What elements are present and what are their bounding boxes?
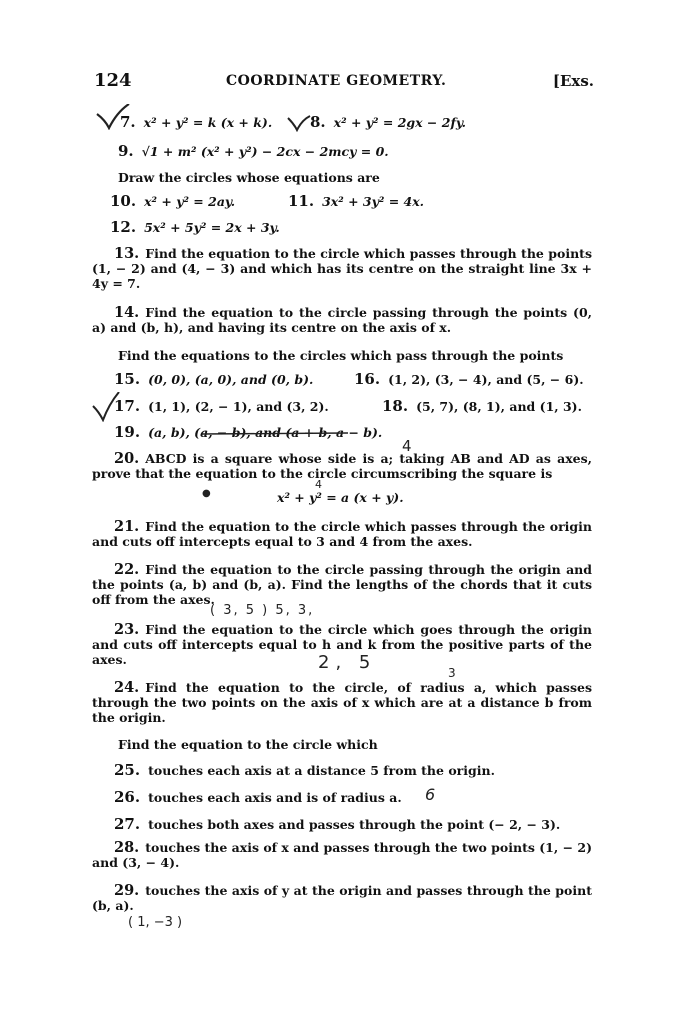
exercise-23: 23. Find the equation to the circle which goes through the origin and cuts off intercepts equal to h and k from the positive parts of the axes.: [92, 621, 592, 667]
exercise-29: 29. touches the axis of y at the origin and passes through the point (b, a).: [92, 882, 592, 913]
handwritten-note-29: ( 1, −3 ): [128, 915, 183, 930]
exercise-20: 20. ABCD is a square whose side is a; taking AB and AD as axes, prove that the equation to the circle circumscribing the square is: [92, 450, 592, 481]
exercise-26: 26. touches each axis and is of radius a.: [114, 788, 402, 806]
intro-pass-through: Find the equations to the circles which pass through the points: [118, 348, 564, 363]
exercise-19: 19. (a, b), (a, − b), and (a + b, a − b).: [114, 423, 383, 441]
handwritten-note-24: 3: [448, 666, 456, 680]
handwritten-note-20b: 4: [315, 478, 322, 491]
handwritten-note-26: 6: [425, 785, 436, 804]
handwritten-note-20: 4: [402, 437, 412, 455]
handwritten-note-23-bottom: 2, 5: [318, 652, 377, 673]
bullet-dot-icon: ●: [202, 488, 211, 499]
exercise-12: 12. 5x² + 5y² = 2x + 3y.: [110, 218, 280, 236]
exercise-21: 21. Find the equation to the circle which passes through the origin and cuts off intercepts equal to 3 and 4 from the axes.: [92, 518, 592, 549]
exercise-28: 28. touches the axis of x and passes through the two points (1, − 2) and (3, − 4).: [92, 839, 593, 870]
handwritten-note-23-top: ( 3, 5 ) 5, 3,: [210, 603, 315, 618]
page-number: 124: [94, 70, 132, 91]
exercise-13: 13. Find the equation to the circle which passes through the points (1, − 2) and (4, − 3) and which has its centre on the straight line 3x + 4y = 7.: [92, 245, 592, 291]
exercise-24: 24. Find the equation to the circle, of radius a, which passes through the two points on the axis of x which are at a distance b from the origin.: [92, 679, 592, 725]
intro-draw-circles: Draw the circles whose equations are: [118, 170, 380, 185]
checkmark-icon: [286, 114, 312, 132]
exercise-10: 10. x² + y² = 2ay.: [110, 192, 236, 210]
exercise-14: 14. Find the equation to the circle passing through the points (0, a) and (b, h), and having its centre on the axis of x.: [92, 304, 592, 335]
strikethrough-mark: [200, 426, 350, 440]
exercise-8: 8. x² + y² = 2gx − 2fy.: [310, 113, 467, 131]
page-header: [94, 70, 594, 94]
exercise-18: 18. (5, 7), (8, 1), and (1, 3).: [382, 397, 582, 415]
exercise-15: 15. (0, 0), (a, 0), and (0, b).: [114, 370, 314, 388]
intro-circle-which: Find the equation to the circle which: [118, 737, 378, 752]
exercise-11: 11. 3x² + 3y² = 4x.: [288, 192, 425, 210]
exercise-9: 9. √1 + m² (x² + y²) − 2cx − 2mcy = 0.: [118, 142, 389, 160]
running-title: COORDINATE GEOMETRY.: [226, 73, 447, 89]
exercise-16: 16. (1, 2), (3, − 4), and (5, − 6).: [354, 370, 584, 388]
exercise-7: 7. x² + y² = k (x + k).: [120, 113, 273, 131]
section-label: [Exs.: [552, 72, 594, 90]
exercise-25: 25. touches each axis at a distance 5 from the origin.: [114, 761, 495, 779]
exercise-27: 27. touches both axes and passes through the point (− 2, − 3).: [114, 815, 561, 833]
equation-20: x² + y² = a (x + y).: [277, 490, 404, 505]
exercise-17: 17. (1, 1), (2, − 1), and (3, 2).: [114, 397, 329, 415]
exercise-22: 22. Find the equation to the circle passing through the origin and the points (a, b) and (b, a). Find the lengths of the chords that it cuts off from the axes.: [92, 561, 592, 607]
